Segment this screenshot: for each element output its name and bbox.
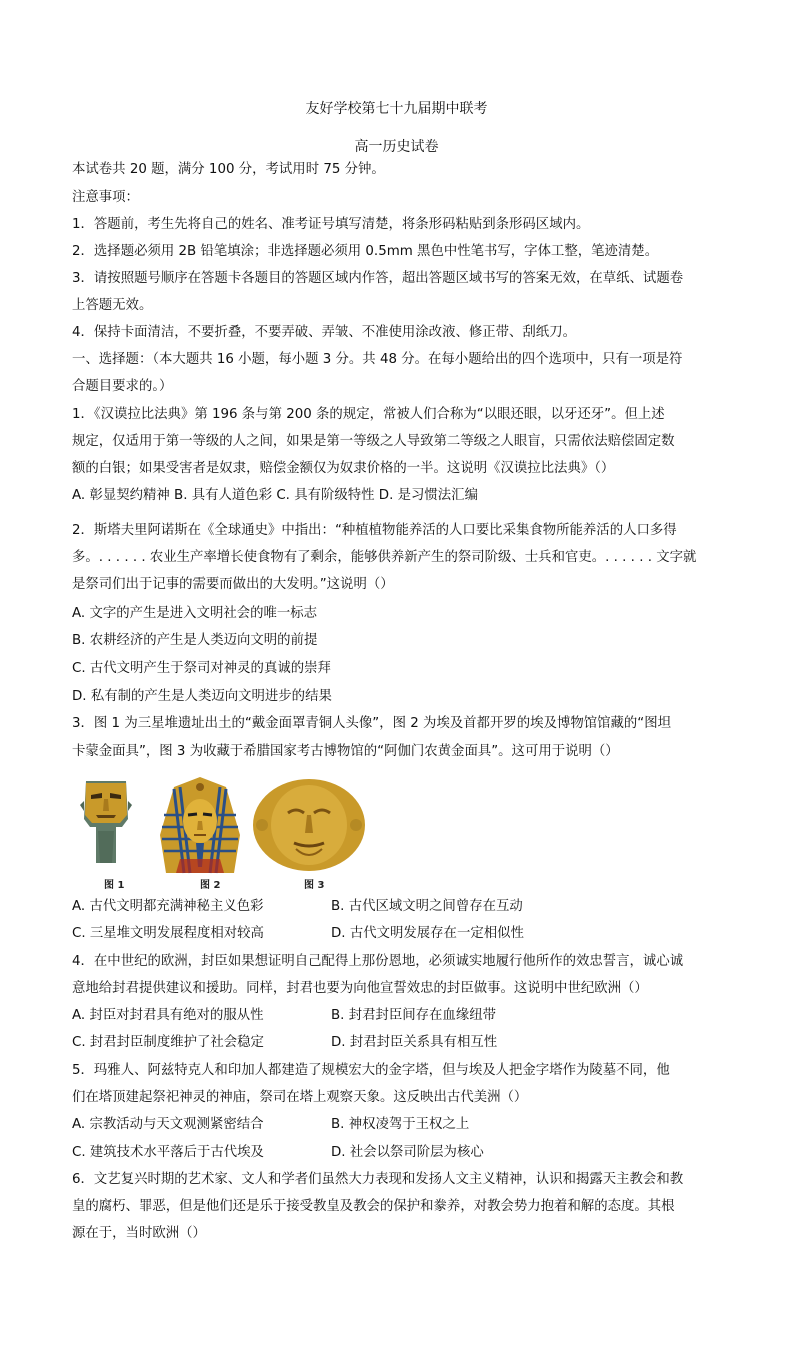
- question-5-text: 们在塔顶建起祭祀神灵的神庙，祭司在塔上观察天象。这反映出古代美洲（）: [72, 1090, 528, 1105]
- figure-2-label: 图 2: [200, 880, 221, 891]
- question-1-text: 规定，仅适用于第一等级的人之间，如果是第一等级之人导致第二等级之人眼盲，只需依法赔偿固定数: [72, 434, 675, 449]
- question-2-option: C. 古代文明产生于祭司对神灵的真诚的崇拜: [72, 661, 331, 676]
- notice-item: 上答题无效。: [72, 298, 153, 313]
- section-heading: 一、选择题：（本大题共 16 小题，每小题 3 分。共 48 分。在每小题给出的四个选项中，只有一项是符: [72, 352, 683, 367]
- question-4-text: 意地给封君提供建议和援助。同样，封君也要为向他宣誓效忠的封臣做事。这说明中世纪欧洲（）: [72, 981, 648, 996]
- question-4-option-a: A. 封臣对封君具有绝对的服从性: [72, 1008, 264, 1023]
- question-6-text: 皇的腐朽、罪恶，但是他们还是乐于接受教皇及教会的保护和豢养，对教会势力抱着和解的态度。其根: [72, 1199, 675, 1214]
- question-1-options: A. 彰显契约精神 B. 具有人道色彩 C. 具有阶级特性 D. 是习惯法汇编: [72, 488, 478, 503]
- question-2-option: D. 私有制的产生是人类迈向文明进步的结果: [72, 689, 332, 704]
- question-5-option-c: C. 建筑技术水平落后于古代埃及: [72, 1145, 264, 1160]
- figure-1-label: 图 1: [104, 880, 125, 891]
- question-3-option-d: D. 古代文明发展存在一定相似性: [331, 926, 524, 941]
- notice-item: 1．答题前，考生先将自己的姓名、准考证号填写清楚，将条形码粘贴到条形码区域内。: [72, 217, 590, 232]
- question-2-text: 是祭司们出于记事的需要而做出的大发明。”这说明（）: [72, 577, 394, 592]
- question-4-option-d: D. 封君封臣关系具有相互性: [331, 1035, 498, 1050]
- question-6-text: 源在于，当时欧洲（）: [72, 1226, 206, 1241]
- question-2-text: 多。. . . . . . 农业生产率增长使食物有了剩余，能够供养新产生的祭司阶级、士兵和官吏。. . . . . . 文字就: [72, 550, 697, 565]
- question-3-text: 3．图 1 为三星堆遗址出土的“戴金面罩青铜人头像”，图 2 为埃及首都开罗的埃及博物馆馆藏的“图坦: [72, 716, 672, 731]
- question-4-text: 4．在中世纪的欧洲，封臣如果想证明自己配得上那份恩地，必须诚实地履行他所作的效忠誓言，诚心诚: [72, 954, 684, 969]
- tutankhamun-gold-mask-image: [154, 775, 246, 875]
- notice-item: 2．选择题必须用 2B 铅笔填涂；非选择题必须用 0.5mm 黑色中性笔书写，字体工整，笔迹清楚。: [72, 244, 659, 259]
- question-3-option-c: C. 三星堆文明发展程度相对较高: [72, 926, 264, 941]
- exam-subject-title: 高一历史试卷: [354, 139, 439, 155]
- notice-item: 4．保持卡面清洁，不要折叠，不要弄破、弄皱、不准使用涂改液、修正带、刮纸刀。: [72, 325, 576, 340]
- question-1-text: 1．《汉谟拉比法典》第 196 条与第 200 条的规定，常被人们合称为“以眼还眼，以牙还牙”。但上述: [72, 407, 665, 422]
- question-2-option: B. 农耕经济的产生是人类迈向文明的前提: [72, 633, 318, 648]
- question-6-text: 6．文艺复兴时期的艺术家、文人和学者们虽然大力表现和发扬人文主义精神，认识和揭露天主教会和教: [72, 1172, 684, 1187]
- exam-school-title: 友好学校第七十九届期中联考: [305, 101, 488, 117]
- question-1-text: 额的白银；如果受害者是奴隶，赔偿金额仅为奴隶价格的一半。这说明《汉谟拉比法典》（）: [72, 461, 615, 476]
- question-3-figures: [74, 775, 374, 890]
- question-2-text: 2．斯塔夫里阿诺斯在《全球通史》中指出：“种植植物能养活的人口要比采集食物所能养活的人口多得: [72, 523, 677, 538]
- section-heading-cont: 合题目要求的。）: [72, 379, 173, 394]
- question-3-option-b: B. 古代区域文明之间曾存在互动: [331, 899, 523, 914]
- question-5-option-b: B. 神权凌驾于王权之上: [331, 1117, 470, 1132]
- figure-3-label: 图 3: [304, 880, 325, 891]
- notice-item: 3．请按照题号顺序在答题卡各题目的答题区域内作答，超出答题区域书写的答案无效，在草纸、试题卷: [72, 271, 684, 286]
- notice-title: 注意事项：: [72, 190, 139, 205]
- question-4-option-c: C. 封君封臣制度维护了社会稳定: [72, 1035, 264, 1050]
- question-4-option-b: B. 封君封臣间存在血缘纽带: [331, 1008, 496, 1023]
- question-5-text: 5．玛雅人、阿兹特克人和印加人都建造了规模宏大的金字塔，但与埃及人把金字塔作为陵墓不同，他: [72, 1063, 670, 1078]
- question-3-text: 卡蒙金面具”，图 3 为收藏于希腊国家考古博物馆的“阿伽门农黄金面具”。这可用于说明（）: [72, 744, 619, 759]
- question-5-option-a: A. 宗教活动与天文观测紧密结合: [72, 1117, 264, 1132]
- agamemnon-gold-mask-image: [250, 777, 368, 873]
- bronze-head-gold-mask-image: [78, 775, 134, 865]
- question-2-option: A. 文字的产生是进入文明社会的唯一标志: [72, 606, 318, 621]
- question-3-option-a: A. 古代文明都充满神秘主义色彩: [72, 899, 264, 914]
- question-5-option-d: D. 社会以祭司阶层为核心: [331, 1145, 484, 1160]
- exam-summary: 本试卷共 20 题，满分 100 分，考试用时 75 分钟。: [72, 162, 385, 177]
